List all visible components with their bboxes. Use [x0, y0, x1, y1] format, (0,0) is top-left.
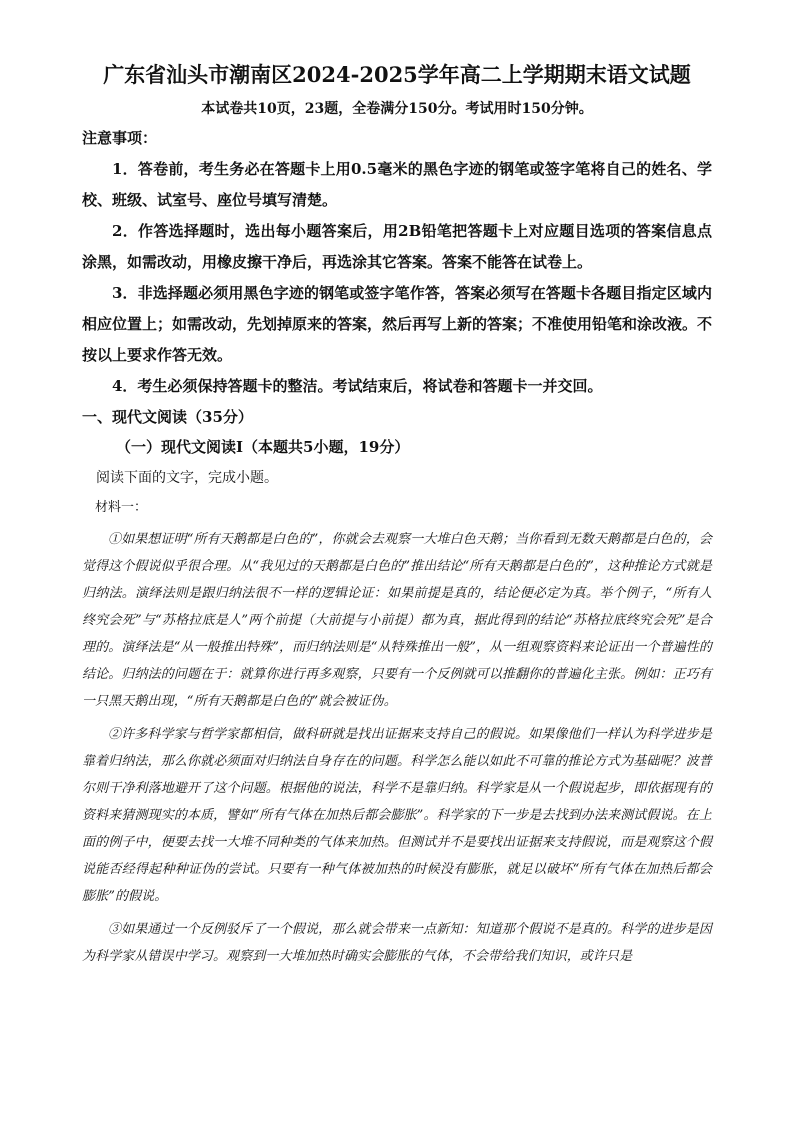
notice-list [82, 154, 712, 402]
material-paragraph-1: ①如果想证明“所有天鹅都是白色的”，你就会去观察一大堆白色天鹅；当你看到无数天鹅都是白色的，会觉得这个假说似乎很合理。从“我见过的天鹅都是白色的”推出结论“所有天鹅都是白色的”，这种推论方式就是归纳法。演绎法则是跟归纳法很不一样的逻辑论证：如果前提是真的，结论便必定为真。举个例子，“所有人终究会死”与“苏格拉底是人”两个前提（大前提与小前提）都为真，据此得到的结论“苏格拉底终究会死”是合理的。演绎法是“从一般推出特殊”，而归纳法则是“从特殊推出一般”，从一组观察资料来论证出一个普遍性的结论。归纳法的问题在于：就算你进行再多观察，只要有一个反例就可以推翻你的普遍化主张。例如：正巧有一只黑天鹅出现，“所有天鹅都是白色的”就会被证伪。 [82, 532, 712, 709]
material-paragraph-3: ③如果通过一个反例驳斥了一个假说，那么就会带来一点新知：知道那个假说不是真的。科学的进步是因为科学家从错误中学习。观察到一大堆加热时确实会膨胀的气体，不会带给我们知识，或许只是 [82, 922, 712, 964]
notice-item-2: 2．作答选择题时，选出每小题答案后，用2B铅笔把答题卡上对应题目选项的答案信息点涂黑，如需改动，用橡皮擦干净后，再选涂其它答案。答案不能答在试卷上。 [82, 222, 712, 271]
exam-subtitle: 本试卷共10页，23题，全卷满分150分。考试用时150分钟。 [201, 101, 593, 117]
reading-instruction: 阅读下面的文字，完成小题。 [96, 470, 278, 486]
notice-item-3: 3．非选择题必须用黑色字迹的钢笔或签字笔作答，答案必须写在答题卡各题目指定区域内相应位置上；如需改动，先划掉原来的答案，然后再写上新的答案；不准使用铅笔和涂改液。不按以上要求作答无效。 [82, 284, 713, 364]
section-heading: 一、现代文阅读（35分） [82, 408, 253, 426]
notice-title: 注意事项： [82, 129, 158, 147]
material-label: 材料一： [95, 500, 148, 515]
subsection-heading: （一）现代文阅读Ⅰ（本题共5小题，19分） [116, 438, 410, 456]
notice-item-1: 1．答卷前，考生务必在答题卡上用0.5毫米的黑色字迹的钢笔或签字笔将自己的姓名、学校、班级、试室号、座位号填写清楚。 [82, 160, 712, 209]
material-body [82, 526, 712, 970]
exam-title: 广东省汕头市潮南区2024-2025学年高二上学期期末语文试题 [103, 62, 691, 87]
notice-item-4: 4．考生必须保持答题卡的整洁。考试结束后，将试卷和答题卡一并交回。 [112, 377, 603, 395]
material-paragraph-2: ②许多科学家与哲学家都相信，做科研就是找出证据来支持自己的假说。如果像他们一样认为科学进步是靠着归纳法，那么你就必须面对归纳法自身存在的问题。科学怎么能以如此不可靠的推论方式为基础呢？波普尔则干净利落地避开了这个问题。根据他的说法，科学不是靠归纳。科学家是从一个假说起步，即依据现有的资料来猜测现实的本质，譬如“所有气体在加热后都会膨胀”。科学家的下一步是去找到办法来测试假说。在上面的例子中，便要去找一大堆不同种类的气体来加热。但测试并不是要找出证据来支持假说，而是观察这个假说能否经得起种种证伪的尝试。只要有一种气体被加热的时候没有膨胀，就足以破坏“所有气体在加热后都会膨胀”的假说。 [82, 727, 712, 904]
